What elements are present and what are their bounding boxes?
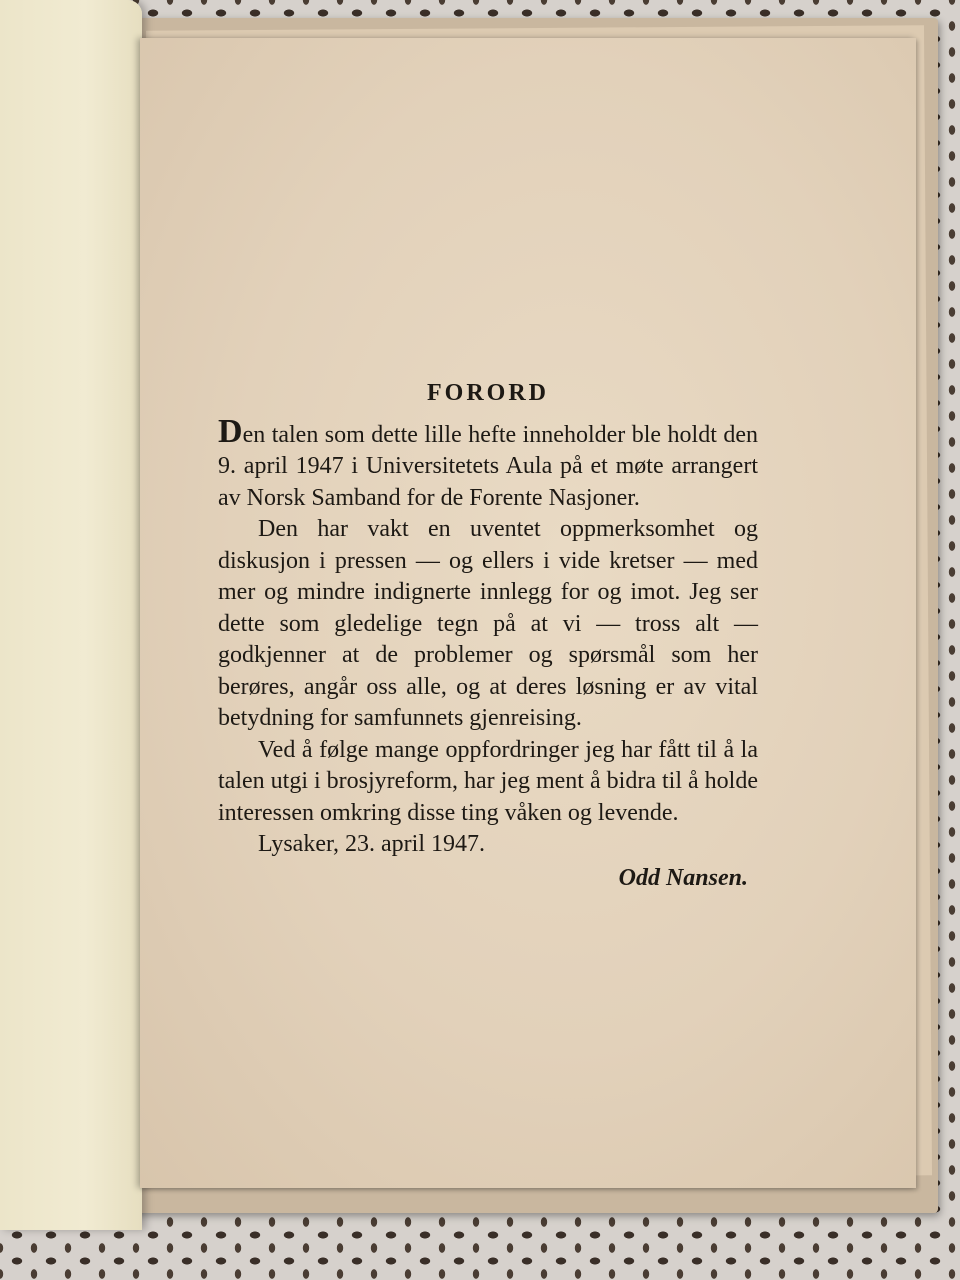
paragraph-1: [218, 412, 758, 515]
page-title: FORORD: [427, 380, 549, 406]
paragraph-2: Den har vakt en uventet oppmerksomhet og diskusjon i pressen — og ellers i vide kretser — med mer og mindre indignerte innlegg for og imot. Jeg ser dette som gledelige tegn på at vi — tross alt — godkjenner at de problemer og spørsmål som her berøres, angår oss alle, og at deres løsning er av vital betydning for samfunnets gjenreising.: [218, 516, 758, 731]
place-date: Lysaker, 23. april 1947.: [258, 831, 485, 857]
paragraph-3: Ved å følge mange oppfordringer jeg har fått til å la talen utgi i brosjyreform, har jeg ment å bidra til å holde interessen omkring disse ting våken og levende.: [218, 736, 758, 826]
right-page: [140, 38, 916, 1188]
drop-cap: D: [218, 412, 243, 450]
foreword-text: [218, 378, 758, 894]
left-blank-page: [0, 0, 142, 1230]
paragraph-1-text: en talen som dette lille hefte inneholder ble holdt den 9. april 1947 i Universitetets Aula på et møte arrangert av Norsk Samband for de Forente Nasjoner.: [218, 421, 758, 511]
signature: Odd Nansen.: [618, 864, 748, 891]
